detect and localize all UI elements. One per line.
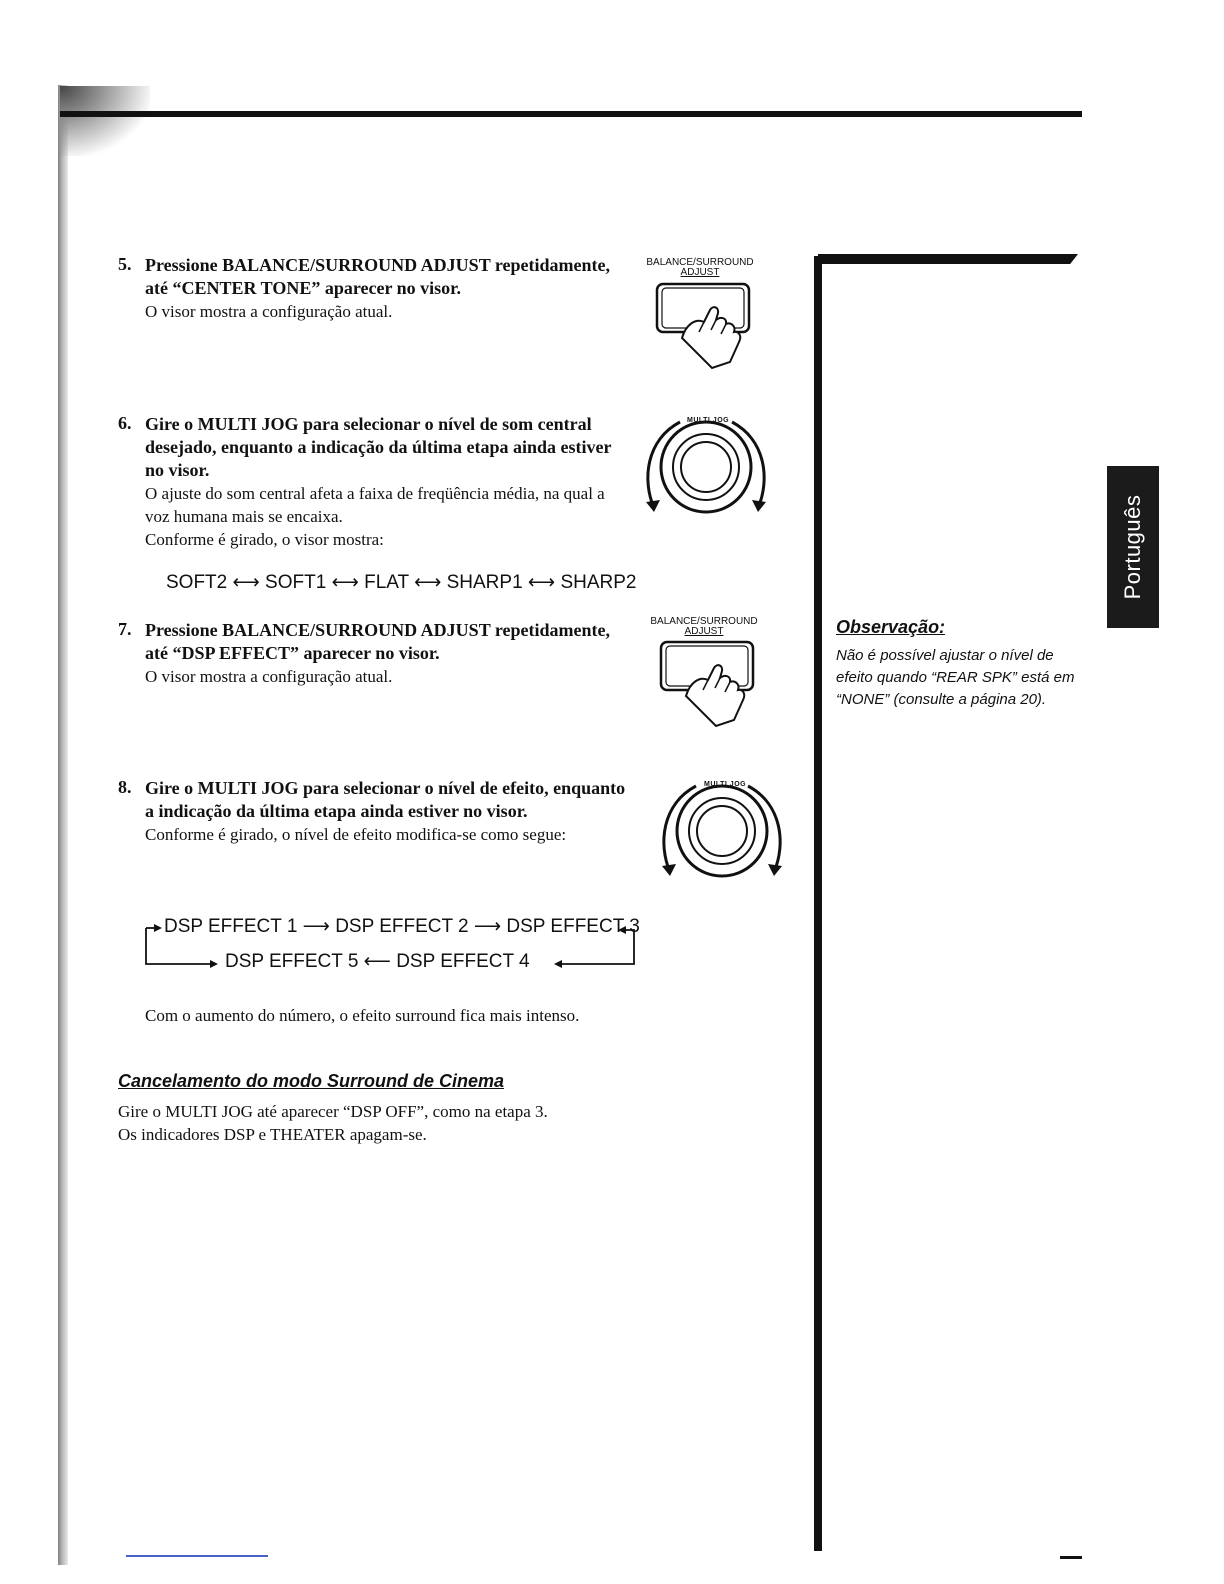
- step-number: 5.: [118, 254, 132, 274]
- sequence-item: SOFT1: [265, 572, 327, 593]
- right-arrow-icon: ⟶: [302, 916, 330, 937]
- step-number: 8.: [118, 777, 132, 797]
- sequence-item: DSP EFFECT 4: [396, 951, 530, 972]
- scan-edge-shadow: [58, 85, 68, 1565]
- sequence-item: SHARP2: [560, 572, 637, 593]
- step-detail: O visor mostra a configuração atual.: [145, 302, 393, 321]
- jog-label: MULTI JOG: [687, 417, 730, 424]
- step-number: 6.: [118, 413, 132, 433]
- step-6: [118, 413, 628, 551]
- sequence-item: DSP EFFECT 1: [164, 916, 298, 937]
- bottom-rule: [126, 1555, 268, 1557]
- button-label-line1: BALANCE/SURROUND: [646, 257, 754, 268]
- step-detail: Conforme é girado, o nível de efeito modifica-se como segue:: [145, 825, 567, 844]
- jog-label: MULTI JOG: [704, 781, 747, 788]
- step-instruction: Gire o MULTI JOG para selecionar o nível de efeito, enquanto a indicação da última etapa ainda estiver no visor.: [145, 778, 626, 821]
- cancel-section-heading: Cancelamento do modo Surround de Cinema: [118, 1071, 505, 1091]
- multi-jog-dial-icon: [636, 420, 786, 530]
- dsp-sequence-bottom: [225, 950, 530, 973]
- button-label-line1: BALANCE/SURROUND: [650, 616, 758, 627]
- double-arrow-icon: ⟷: [232, 572, 266, 593]
- sequence-item: DSP EFFECT 2: [335, 916, 469, 937]
- step-instruction: Gire o MULTI JOG para selecionar o nível de som central desejado, enquanto a indicação da última etapa ainda estiver no visor.: [145, 414, 612, 480]
- double-arrow-icon: ⟷: [414, 572, 447, 593]
- double-arrow-icon: ⟷: [331, 572, 365, 593]
- page-number-mark: [1060, 1556, 1082, 1559]
- language-tab-label: Português: [1120, 494, 1145, 600]
- multi-jog-dial-icon: [652, 784, 802, 894]
- step-number: 7.: [118, 619, 132, 639]
- double-arrow-icon: ⟷: [527, 572, 561, 593]
- cancel-section-line1: Gire o MULTI JOG até aparecer “DSP OFF”, como na etapa 3.: [118, 1102, 548, 1121]
- left-arrow-icon: ⟵: [363, 951, 397, 972]
- button-label: [625, 258, 775, 278]
- step-instruction: Pressione BALANCE/SURROUND ADJUST repetidamente, até “CENTER TONE” aparecer no visor.: [145, 255, 611, 298]
- sequence-item: DSP EFFECT 5: [225, 951, 359, 972]
- step-8: [118, 777, 628, 846]
- cancel-section-line2: Os indicadores DSP e THEATER apagam-se.: [118, 1125, 427, 1144]
- top-rule: [60, 111, 1082, 117]
- dsp-sequence-top: [164, 915, 640, 938]
- sidebar-vertical-rule: [814, 256, 822, 1551]
- button-label-line2: ADJUST: [684, 626, 724, 637]
- step-5: [118, 254, 628, 323]
- sequence-item: FLAT: [364, 572, 409, 593]
- step-detail-2: Conforme é girado, o visor mostra:: [145, 530, 384, 549]
- center-tone-sequence: [166, 571, 636, 594]
- step-instruction: Pressione BALANCE/SURROUND ADJUST repetidamente, até “DSP EFFECT” aparecer no visor.: [145, 620, 611, 663]
- note-title: Observação:: [836, 617, 946, 637]
- button-label-line2: ADJUST: [680, 267, 720, 278]
- sequence-item: SOFT2: [166, 572, 228, 593]
- effect-note: Com o aumento do número, o efeito surround fica mais intenso.: [145, 1006, 580, 1025]
- step-detail: O visor mostra a configuração atual.: [145, 667, 393, 686]
- sequence-item: DSP EFFECT 3: [506, 916, 640, 937]
- step-7: [118, 619, 628, 688]
- sidebar-header-bar: [818, 254, 1078, 264]
- balance-surround-button-icon: [656, 638, 766, 734]
- button-label: [629, 617, 779, 637]
- language-tab: [1107, 466, 1159, 628]
- step-detail: O ajuste do som central afeta a faixa de freqüência média, na qual a voz humana mais se encaixa.: [145, 484, 605, 526]
- balance-surround-button-icon: [652, 280, 762, 376]
- sequence-item: SHARP1: [446, 572, 523, 593]
- note-text: Não é possível ajustar o nível de efeito quando “REAR SPK” está em “NONE” (consulte a página 20).: [836, 647, 1075, 708]
- scan-corner-shadow: [60, 86, 150, 156]
- right-arrow-icon: ⟶: [473, 916, 502, 937]
